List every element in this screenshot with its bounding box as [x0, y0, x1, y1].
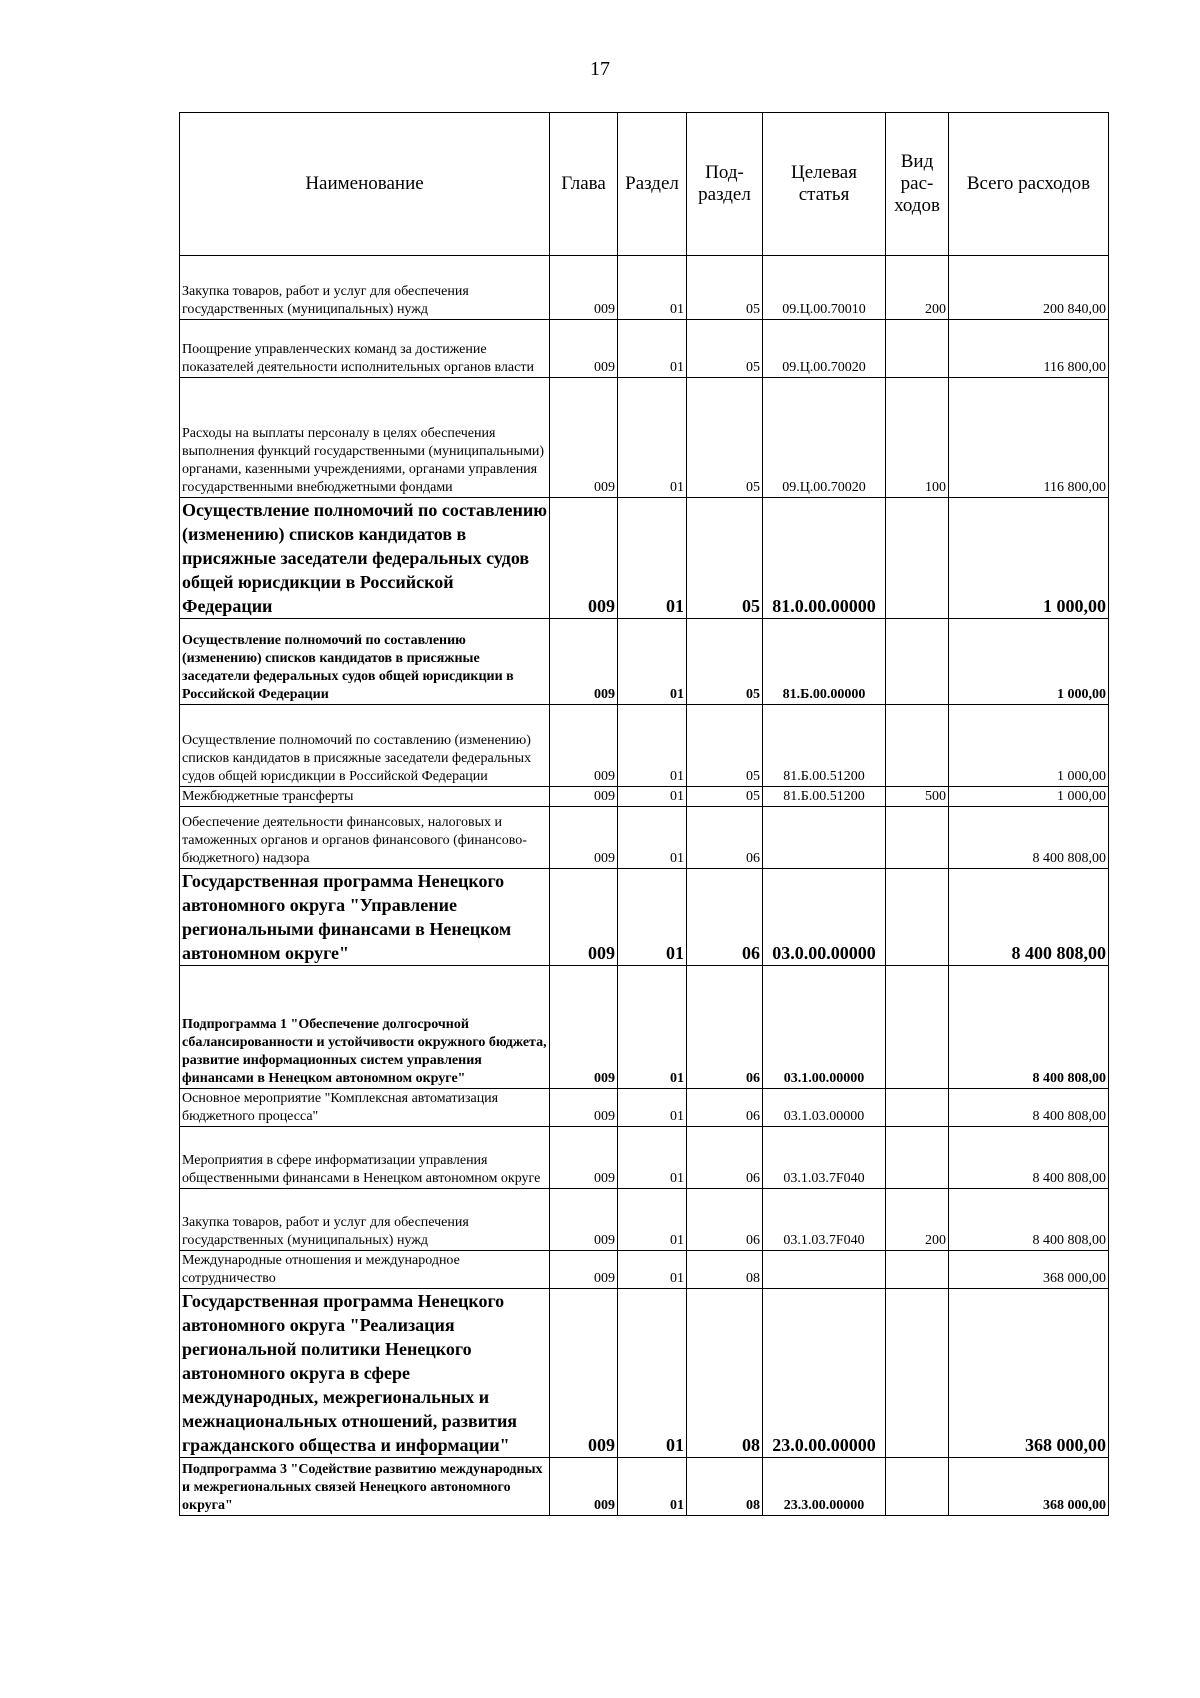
- row-razdel: 01: [618, 705, 687, 787]
- row-glava: 009: [550, 256, 618, 320]
- budget-table: [179, 112, 1109, 1516]
- row-target-article: 23.0.00.00000: [763, 1289, 886, 1458]
- row-target-article: 09.Ц.00.70020: [763, 378, 886, 498]
- row-total: 8 400 808,00: [949, 869, 1109, 966]
- table-row: [180, 619, 1109, 705]
- row-target-article: 03.1.03.7F040: [763, 1189, 886, 1251]
- header-glava: Глава: [550, 113, 618, 256]
- row-glava: 009: [550, 498, 618, 619]
- table-row: [180, 1127, 1109, 1189]
- row-expense-type: [886, 1089, 949, 1127]
- row-name: Закупка товаров, работ и услуг для обеспечения государственных (муниципальных) нужд: [180, 1189, 550, 1251]
- row-podrazdel: 05: [687, 320, 763, 378]
- row-target-article: 03.0.00.00000: [763, 869, 886, 966]
- row-expense-type: [886, 498, 949, 619]
- row-target-article: 23.3.00.00000: [763, 1458, 886, 1516]
- row-expense-type: [886, 1458, 949, 1516]
- header-podrazdel: Под- раздел: [687, 113, 763, 256]
- row-expense-type: 200: [886, 1189, 949, 1251]
- row-razdel: 01: [618, 1289, 687, 1458]
- row-razdel: 01: [618, 498, 687, 619]
- table-row: [180, 378, 1109, 498]
- row-glava: 009: [550, 1251, 618, 1289]
- table-row: [180, 966, 1109, 1089]
- row-name: Расходы на выплаты персоналу в целях обеспечения выполнения функций государственными (муниципальными) органами, казенными учреждениями, органами управления государственными внебюджетными фондами: [180, 378, 550, 498]
- row-glava: 009: [550, 1127, 618, 1189]
- row-podrazdel: 06: [687, 1127, 763, 1189]
- row-target-article: 81.Б.00.51200: [763, 705, 886, 787]
- row-expense-type: [886, 807, 949, 869]
- row-total: 8 400 808,00: [949, 1127, 1109, 1189]
- row-podrazdel: 05: [687, 256, 763, 320]
- table-row: [180, 1289, 1109, 1458]
- table-header-row: [180, 113, 1109, 256]
- row-target-article: 81.0.00.00000: [763, 498, 886, 619]
- row-expense-type: [886, 1127, 949, 1189]
- row-podrazdel: 08: [687, 1251, 763, 1289]
- row-glava: 009: [550, 619, 618, 705]
- row-glava: 009: [550, 869, 618, 966]
- row-target-article: [763, 1251, 886, 1289]
- row-total: 200 840,00: [949, 256, 1109, 320]
- row-total: 368 000,00: [949, 1289, 1109, 1458]
- row-glava: 009: [550, 320, 618, 378]
- row-name: Государственная программа Ненецкого автономного округа "Реализация региональной политики Ненецкого автономного округа в сфере международных, межрегиональных и межнациональных отношений, развития гражданского общества и информации": [180, 1289, 550, 1458]
- row-glava: 009: [550, 1189, 618, 1251]
- row-podrazdel: 05: [687, 619, 763, 705]
- row-razdel: 01: [618, 320, 687, 378]
- row-total: 1 000,00: [949, 498, 1109, 619]
- row-podrazdel: 06: [687, 1189, 763, 1251]
- row-target-article: [763, 807, 886, 869]
- row-total: 1 000,00: [949, 787, 1109, 807]
- row-razdel: 01: [618, 619, 687, 705]
- row-razdel: 01: [618, 1458, 687, 1516]
- row-expense-type: [886, 1289, 949, 1458]
- row-name: Подпрограмма 3 "Содействие развитию международных и межрегиональных связей Ненецкого автономного округа": [180, 1458, 550, 1516]
- row-razdel: 01: [618, 1189, 687, 1251]
- table-row: [180, 787, 1109, 807]
- header-target-article: Целевая статья: [763, 113, 886, 256]
- row-expense-type: [886, 619, 949, 705]
- row-razdel: 01: [618, 869, 687, 966]
- table-row: [180, 807, 1109, 869]
- row-glava: 009: [550, 966, 618, 1089]
- header-name: Наименование: [180, 113, 550, 256]
- row-target-article: 81.Б.00.51200: [763, 787, 886, 807]
- table-row: [180, 256, 1109, 320]
- row-target-article: 03.1.03.7F040: [763, 1127, 886, 1189]
- row-name: Мероприятия в сфере информатизации управления общественными финансами в Ненецком автономном округе: [180, 1127, 550, 1189]
- header-razdel: Раздел: [618, 113, 687, 256]
- row-expense-type: 500: [886, 787, 949, 807]
- row-total: 8 400 808,00: [949, 807, 1109, 869]
- row-name: Осуществление полномочий по составлению (изменению) списков кандидатов в присяжные заседатели федеральных судов общей юрисдикции в Российской Федерации: [180, 705, 550, 787]
- row-podrazdel: 06: [687, 966, 763, 1089]
- row-total: 8 400 808,00: [949, 1189, 1109, 1251]
- row-glava: 009: [550, 1289, 618, 1458]
- header-expense-type: Вид рас- ходов: [886, 113, 949, 256]
- header-total: Всего расходов: [949, 113, 1109, 256]
- row-podrazdel: 05: [687, 378, 763, 498]
- row-total: 116 800,00: [949, 320, 1109, 378]
- row-target-article: 09.Ц.00.70010: [763, 256, 886, 320]
- row-total: 8 400 808,00: [949, 966, 1109, 1089]
- row-total: 1 000,00: [949, 619, 1109, 705]
- row-podrazdel: 06: [687, 869, 763, 966]
- row-name: Основное мероприятие "Комплексная автоматизация бюджетного процесса": [180, 1089, 550, 1127]
- page-number: 17: [590, 58, 610, 80]
- row-podrazdel: 05: [687, 705, 763, 787]
- row-razdel: 01: [618, 787, 687, 807]
- row-expense-type: 100: [886, 378, 949, 498]
- row-name: Закупка товаров, работ и услуг для обеспечения государственных (муниципальных) нужд: [180, 256, 550, 320]
- row-name: Обеспечение деятельности финансовых, налоговых и таможенных органов и органов финансового (финансово-бюджетного) надзора: [180, 807, 550, 869]
- row-podrazdel: 05: [687, 787, 763, 807]
- row-target-article: 81.Б.00.00000: [763, 619, 886, 705]
- row-target-article: 03.1.00.00000: [763, 966, 886, 1089]
- row-name: Государственная программа Ненецкого автономного округа "Управление региональными финансами в Ненецком автономном округе": [180, 869, 550, 966]
- table-row: [180, 705, 1109, 787]
- row-name: Подпрограмма 1 "Обеспечение долгосрочной сбалансированности и устойчивости окружного бюджета, развитие информационных систем управления финансами в Ненецком автономном округе": [180, 966, 550, 1089]
- row-podrazdel: 06: [687, 1089, 763, 1127]
- row-name: Осуществление полномочий по составлению (изменению) списков кандидатов в присяжные заседатели федеральных судов общей юрисдикции в Российской Федерации: [180, 619, 550, 705]
- row-total: 116 800,00: [949, 378, 1109, 498]
- table-row: [180, 1189, 1109, 1251]
- row-glava: 009: [550, 1089, 618, 1127]
- row-expense-type: [886, 869, 949, 966]
- table-row: [180, 1089, 1109, 1127]
- table-row: [180, 1251, 1109, 1289]
- row-glava: 009: [550, 787, 618, 807]
- row-razdel: 01: [618, 1251, 687, 1289]
- row-name: Поощрение управленческих команд за достижение показателей деятельности исполнительных органов власти: [180, 320, 550, 378]
- row-total: 8 400 808,00: [949, 1089, 1109, 1127]
- row-total: 368 000,00: [949, 1251, 1109, 1289]
- row-razdel: 01: [618, 1089, 687, 1127]
- table-row: [180, 320, 1109, 378]
- row-glava: 009: [550, 705, 618, 787]
- row-expense-type: [886, 320, 949, 378]
- row-razdel: 01: [618, 378, 687, 498]
- row-podrazdel: 08: [687, 1458, 763, 1516]
- row-name: Межбюджетные трансферты: [180, 787, 550, 807]
- row-razdel: 01: [618, 1127, 687, 1189]
- row-glava: 009: [550, 1458, 618, 1516]
- row-expense-type: 200: [886, 256, 949, 320]
- row-expense-type: [886, 705, 949, 787]
- row-razdel: 01: [618, 256, 687, 320]
- row-podrazdel: 06: [687, 807, 763, 869]
- row-name: Осуществление полномочий по составлению (изменению) списков кандидатов в присяжные заседатели федеральных судов общей юрисдикции в Российской Федерации: [180, 498, 550, 619]
- row-total: 1 000,00: [949, 705, 1109, 787]
- row-podrazdel: 05: [687, 498, 763, 619]
- row-razdel: 01: [618, 807, 687, 869]
- table-row: [180, 498, 1109, 619]
- row-razdel: 01: [618, 966, 687, 1089]
- table-row: [180, 869, 1109, 966]
- row-glava: 009: [550, 378, 618, 498]
- row-expense-type: [886, 966, 949, 1089]
- row-total: 368 000,00: [949, 1458, 1109, 1516]
- row-target-article: 03.1.03.00000: [763, 1089, 886, 1127]
- row-name: Международные отношения и международное сотрудничество: [180, 1251, 550, 1289]
- row-expense-type: [886, 1251, 949, 1289]
- row-podrazdel: 08: [687, 1289, 763, 1458]
- row-glava: 009: [550, 807, 618, 869]
- table-row: [180, 1458, 1109, 1516]
- row-target-article: 09.Ц.00.70020: [763, 320, 886, 378]
